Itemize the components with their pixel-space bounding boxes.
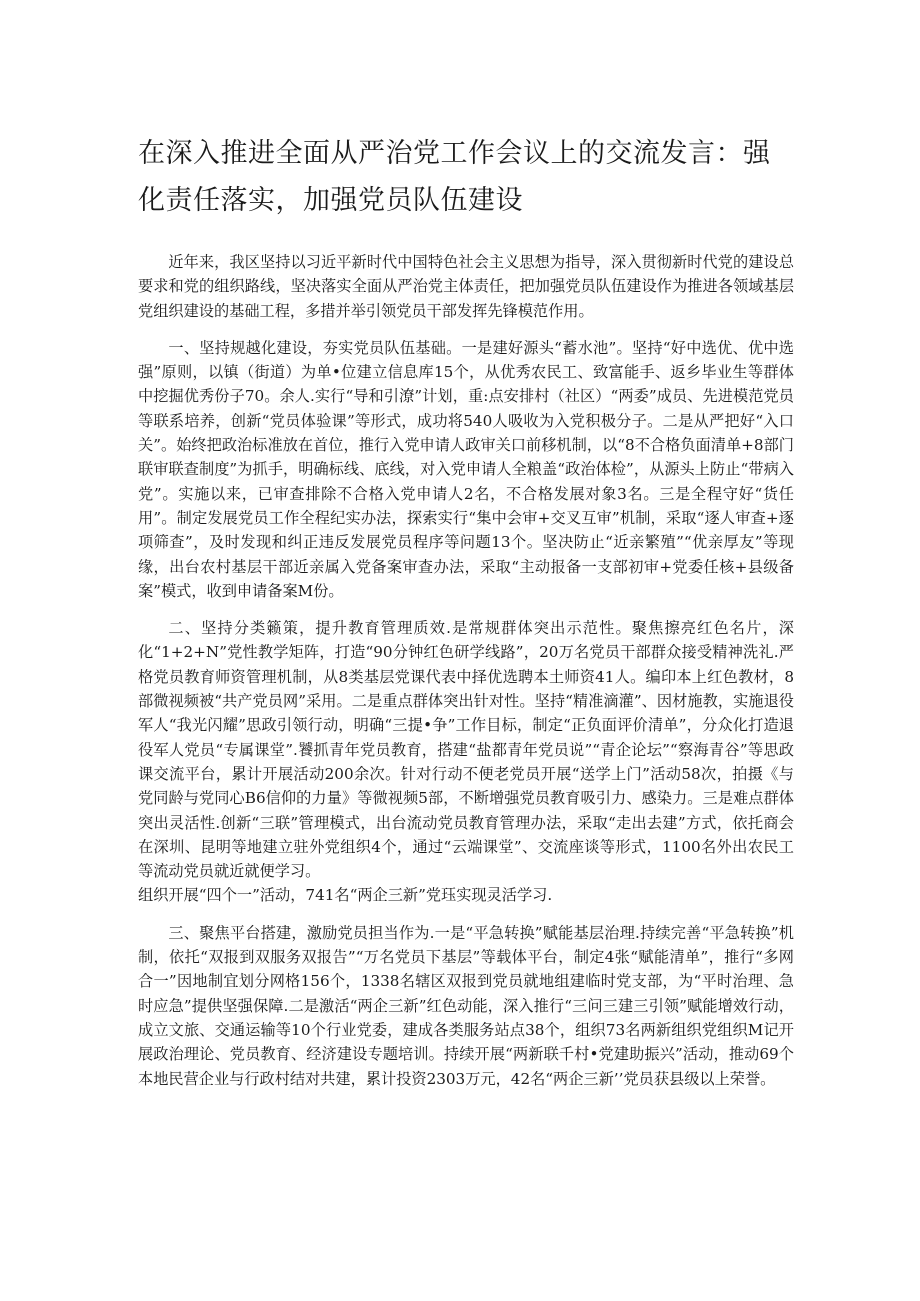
document-page xyxy=(138,130,794,1104)
paragraph-intro: 近年来，我区坚持以习近平新时代中国特色社会主义思想为指导，深入贯彻新时代党的建设总要求和党的组织路线，坚决落实全面从严治党主体责任，把加强党员队伍建设作为推进各领域基层党组织建设的基础工程，多措并举引领党员干部发挥先锋模范作用。 xyxy=(138,253,794,320)
paragraph-section-3: 三、聚焦平台搭建，激励党员担当作为.一是“平急转换”赋能基层治理.持续完善“平急转换”机制，依托“双报到双服务双报告”“万名党员下基层”等载体平台，制定4张“赋能清单”，推行“多网合一”因地制宜划分网格156个，1338名辖区双报到党员就地组建临时党支部，为“平时治理、急时应急”提供坚强保障.二是激活“两企三新”红色动能，深入推行“三问三建三引领”赋能增效行动，成立文旅、交通运输等10个行业党委，建成各类服务站点38个，组织73名两新组织党组织M记开展政治理论、党员教育、经济建设专题培训。持续开展“两新联千村•党建助振兴”活动，推动69个本地民营企业与行政村结对共建，累计投资2303万元，42名“两企三新’’党员获县级以上荣誉。 xyxy=(138,923,794,1088)
paragraph-section-2: 二、坚持分类籁策，提升教育管理质效.是常规群体突出示范性。聚焦擦亮红色名片，深化“1+2+N”党性教学矩阵，打造“90分钟红色研学线路”，20万名党员干部群众接受精神洗礼.严格党员教育师资管理机制，从8类基层党课代表中择优选聘本土师资41人。编印本上红色教材，8部微视频被“共产党员网”采用。二是重点群体突出针对性。坚持“精准滴灌”、因材施教，实施退役军人“我光闪耀”思政引领行动，明确“三提•争”工作目标，制定“正负面评价清单”，分众化打造退役军人党员“专属课堂”.饕抓青年党员教育，搭建“盐都青年党员说”“青企论坛”“察海青谷”等思政课交流平台，累计开展活动200余次。针对行动不便老党员开展“送学上门”活动58次，拍摄《与党同龄与党同心B6信仰的力量》等微视频5部，不断增强党员教育吸引力、感染力。三是难点群体突出灵活性.创新“三联”管理模式，出台流动党员教育管理办法，采取“走出去建”方式，依托商会在深圳、昆明等地建立驻外党组织4个，通过“云端课堂”、交流座谈等形式，1100名外出农民工等流动党员就近就便学习。 xyxy=(138,619,794,881)
document-title: 在深入推进全面从严治党工作会议上的交流发言：强化责任落实，加强党员队伍建设 xyxy=(138,138,771,216)
paragraph-section-2-continued: 组织开展“四个一”活动，741名“两企三新”党珏实现灵活学习. xyxy=(138,886,553,905)
paragraph-section-1: 一、坚持规越化建设，夯实党员队伍基础。一是建好源头“蓄水池”。坚持“好中选优、优中选强”原则，以镇（街道）为单•位建立信息库15个，从优秀农民工、致富能手、返乡毕业生等群体中挖掘优秀份子70。余人.实行“导和引潦”计划，重:点安排村（社区）“两委”成员、先进模范党员等联系培养，创新“党员体验课”等形式，成功将540人吸收为入党积极分子。二是从严把好“入口关”。始终把政治标准放在首位，推行入党申请人政审关口前移机制，以“8不合格负面清单+8部门联审联查制度”为抓手，明确标线、底线，对入党申请人全粮盖“政治体检”，从源头上防止“带病入党”。实施以来，已审查排除不合格入党申请人2名，不合格发展对象3名。三是全程守好“货任用”。制定发展党员工作全程纪实办法，探索实行“集中会审+交叉互审”机制，采取“逐人审查+逐项筛查”，及时发现和纠正违反发展党员程序等问题13个。坚决防止“近亲繁殖”“优亲厚友”等现缘，出台农村基层干部近亲属入党备案审查办法，采取“主动报备一支部初审+党委任核+县级备案”模式，收到申请备案M份。 xyxy=(138,338,794,600)
